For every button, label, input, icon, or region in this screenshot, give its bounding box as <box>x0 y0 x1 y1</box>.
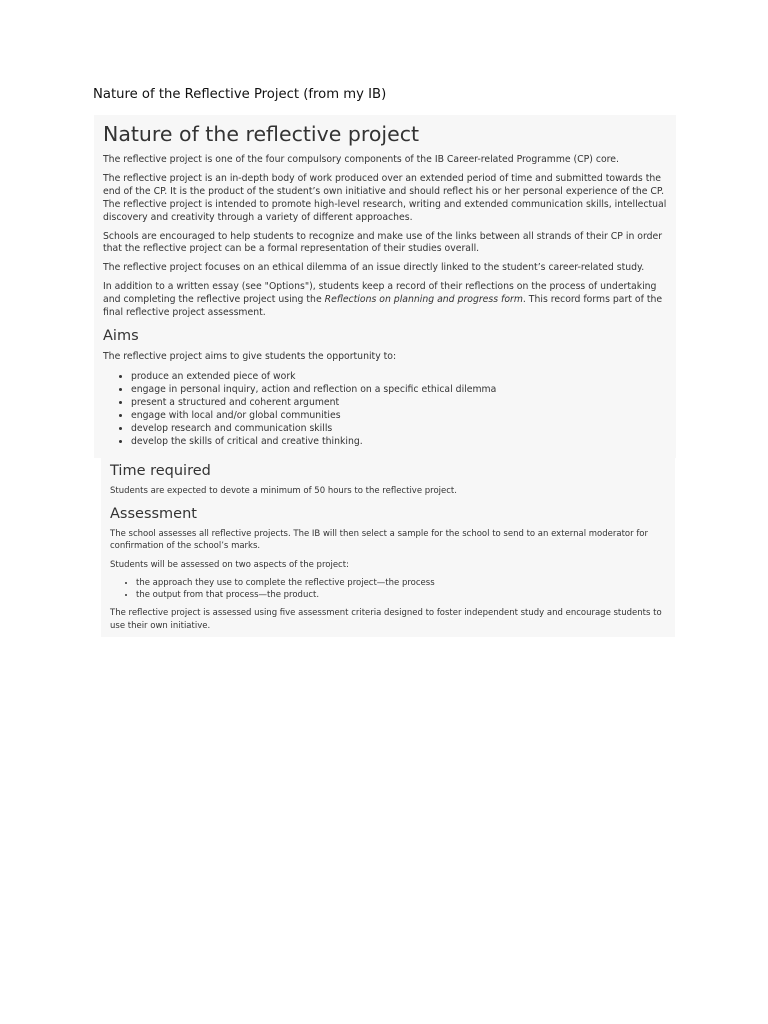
intro-paragraph-1: The reflective project is one of the four compulsory components of the IB Career-related Programme (CP) core. <box>103 154 619 165</box>
written-essay-paragraph <box>103 281 669 320</box>
assessment-panel <box>101 457 675 637</box>
written-essay-text-after: . This record forms part of the final reflective project assessment. <box>103 294 663 319</box>
reflections-form-name: Reflections on planning and progress form <box>324 294 523 306</box>
article-panel <box>94 115 676 458</box>
list-item: • produce an extended piece of work <box>131 370 669 383</box>
list-item: • engage in personal inquiry, action and reflection on a specific ethical dilemma <box>131 383 669 396</box>
intro-paragraph-3: Schools are encouraged to help students to recognize and make use of the links between all strands of their CP in order that the reflective project can be a formal representation of their studies overall. <box>103 230 663 255</box>
list-item: • the output from that process—the product. <box>136 589 666 601</box>
assessment-heading: Assessment <box>110 505 197 522</box>
assessment-paragraph-1: The school assesses all reflective projects. The IB will then select a sample for the school to send to an external moderator for confirmation of the school’s marks. <box>110 528 649 551</box>
list-item: • present a structured and coherent argument <box>131 396 669 409</box>
assessment-paragraph-3: The reflective project is assessed using five assessment criteria designed to foster independent study and encourage students to use their own initiative. <box>110 608 662 631</box>
intro-paragraph-4: The reflective project focuses on an ethical dilemma of an issue directly linked to the student’s career-related study. <box>103 262 645 274</box>
time-required-text: Students are expected to devote a minimum of 50 hours to the reflective project. <box>110 486 457 496</box>
list-item: • develop the skills of critical and creative thinking. <box>131 435 669 448</box>
document-heading: Nature of the Reflective Project (from my IB) <box>93 87 387 102</box>
aims-heading: Aims <box>103 327 139 344</box>
assessment-aspects-list <box>110 577 666 601</box>
assessment-content <box>110 459 666 638</box>
list-item: • develop research and communication skills <box>131 422 669 435</box>
list-item: • the approach they use to complete the reflective project—the process <box>136 577 666 589</box>
assessment-paragraph-2: Students will be assessed on two aspects of the project: <box>110 559 349 570</box>
article-title: Nature of the reflective project <box>103 122 419 146</box>
list-item: • engage with local and/or global communities <box>131 409 669 422</box>
aims-list <box>103 370 669 448</box>
intro-paragraph-2: The reflective project is an in-depth body of work produced over an extended period of time and submitted towards the end of the CP. It is the product of the student’s own initiative and should reflect his or her personal experience of the CP. The reflective project is intended to promote high-level research, writing and extended communication skills, intellectual discovery and creativity through a variety of different approaches. <box>103 172 667 223</box>
aims-lead: The reflective project aims to give students the opportunity to: <box>103 350 397 362</box>
time-required-heading: Time required <box>110 463 211 479</box>
article-content <box>103 121 669 452</box>
written-essay-text-before: In addition to a written essay (see "Options"), students keep a record of their reflections on the process of undertaking and completing the reflective project using the <box>103 281 657 306</box>
